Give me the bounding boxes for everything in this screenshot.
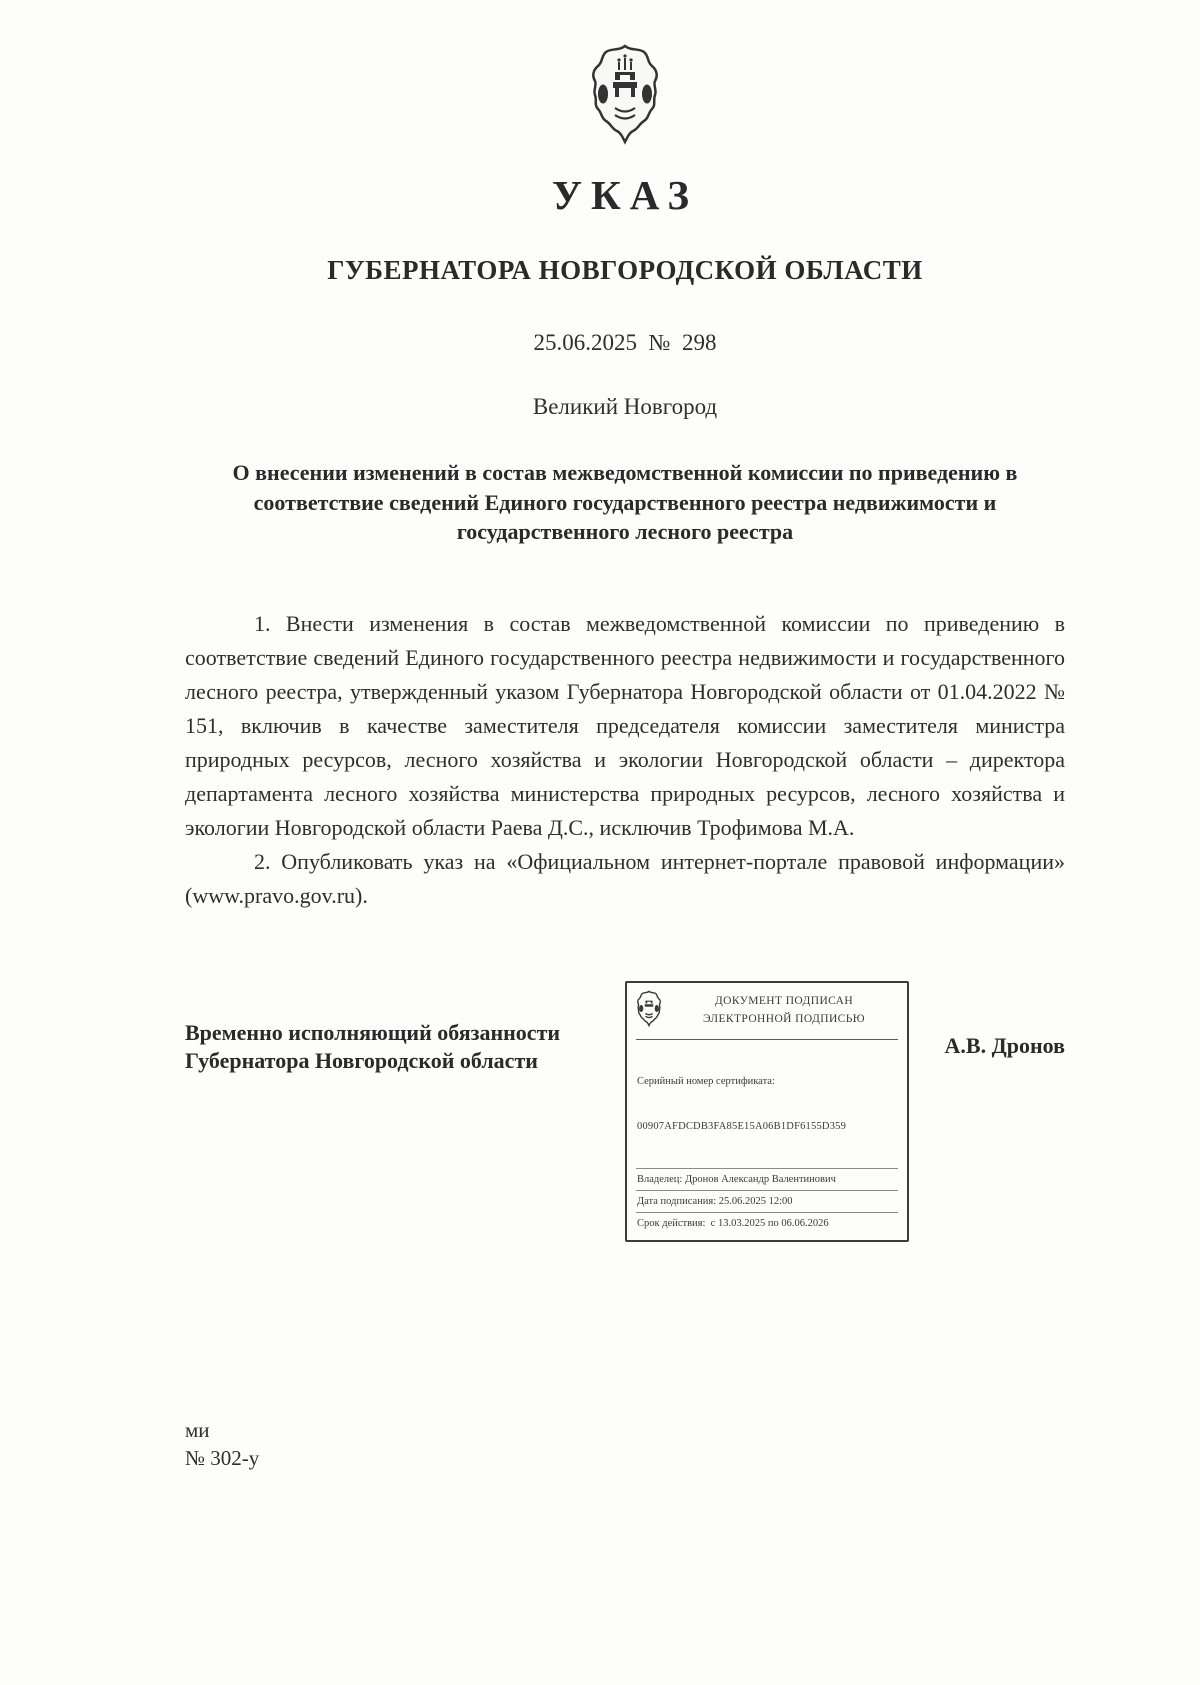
coat-of-arms-icon	[185, 42, 1065, 151]
signature-block	[185, 981, 1065, 1242]
stamp-serial-label: Серийный номер сертификата:	[637, 1075, 775, 1087]
executor-initials: ми	[185, 1418, 210, 1442]
stamp-details	[636, 1040, 898, 1234]
body-paragraph-1: 1. Внести изменения в состав межведомственной комиссии по приведению в соответствие сведений Единого государственного реестра недвижимости и государственного лесного реестра, утвержденный указом Губернатора Новгородской области от 01.04.2022 № 151, включив в качестве заместителя председателя комиссии заместителя министра природных ресурсов, лесного хозяйства и экологии Новгородской области – директора департамента лесного хозяйства министерства природных ресурсов, лесного хозяйства и экологии Новгородской области Раева Д.С., исключив Трофимова М.А.	[185, 611, 1065, 841]
stamp-title-line1: ДОКУМЕНТ ПОДПИСАН	[714, 995, 854, 1008]
signer-name: А.В. Дронов	[944, 1033, 1065, 1059]
stamp-header	[636, 990, 898, 1040]
signer-position	[185, 1019, 625, 1074]
stamp-serial-value: 00907AFDCDB3FA85E15A06B1DF6155D359	[637, 1121, 847, 1133]
signer-position-line1: Временно исполняющий обязанности	[185, 1020, 561, 1046]
stamp-owner: Владелец: Дронов Александр Валентинович	[636, 1169, 898, 1191]
stamp-validity: Срок действия: с 13.03.2025 по 06.06.2026	[637, 1218, 829, 1230]
footer-marks	[185, 1416, 259, 1473]
electronic-signature-stamp	[625, 981, 909, 1242]
stamp-title	[670, 993, 898, 1029]
date-number-line: 25.06.2025 № 298	[533, 330, 717, 355]
stamp-certificate-serial	[636, 1040, 898, 1169]
document-type-title: УКАЗ	[551, 172, 699, 218]
signer-position-line2: Губернатора Новгородской области	[185, 1047, 538, 1073]
place-line: Великий Новгород	[532, 394, 718, 419]
document-issuer: ГУБЕРНАТОРА НОВГОРОДСКОЙ ОБЛАСТИ	[327, 255, 923, 285]
stamp-sign-date: Дата подписания: 25.06.2025 12:00	[636, 1191, 898, 1213]
stamp-title-line2: ЭЛЕКТРОННОЙ ПОДПИСЬЮ	[703, 1013, 865, 1026]
stamp-coat-of-arms-icon	[636, 990, 662, 1032]
registration-number: № 302-у	[185, 1446, 260, 1471]
subject-heading: О внесении изменений в состав межведомственной комиссии по приведению в соответствие сведений Единого государственного реестра недвижимости и государственного лесного реестра	[232, 460, 1018, 545]
body-paragraph-2: 2. Опубликовать указ на «Официальном интернет-портале правовой информации» (www.pravo.gov.ru).	[185, 849, 1065, 909]
